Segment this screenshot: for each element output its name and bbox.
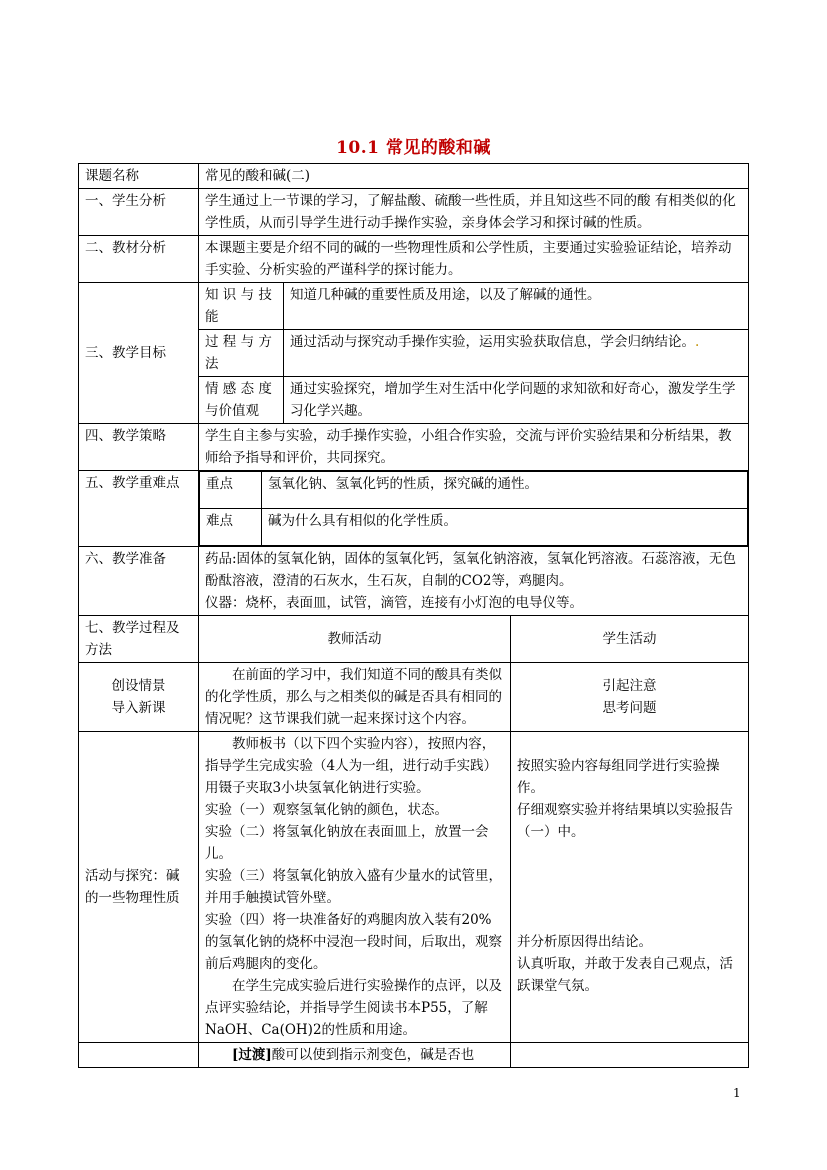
intro-student: [511, 663, 749, 732]
row-strategy: [79, 424, 749, 471]
lesson-plan-table: [78, 163, 749, 1068]
transition-text: 酸可以使到指示剂变色，碱是否也: [271, 1047, 475, 1063]
row-material-analysis: [79, 236, 749, 283]
course-name-label: 课题名称: [79, 164, 199, 189]
explore-student-4: 认真听取，并敢于发表自己观点，活跃课堂气氛。: [517, 956, 733, 994]
intro-label: [79, 663, 199, 732]
teacher-activity-header: 教师活动: [199, 616, 511, 663]
row-key-points: [79, 471, 749, 547]
course-name-value: 常见的酸和碱(二): [199, 164, 749, 189]
explore-teacher: [199, 732, 511, 1043]
goal-process-value: 通过活动与探究动手操作实验，运用实验获取信息，学会归纳结论。: [290, 334, 695, 350]
strategy-label: 四、教学策略: [79, 424, 199, 471]
row-process-header: [79, 616, 749, 663]
key-points-cell: [199, 471, 749, 547]
goal-emotion-key: 情 感 态 度 与价值观: [199, 377, 284, 424]
teaching-goals-label: 三、教学目标: [79, 283, 199, 424]
page-number: 1: [733, 1086, 741, 1100]
explore-student-2: 仔细观察实验并将结果填以实验报告（一）中。: [517, 802, 733, 840]
goal-process-mark: .: [695, 334, 700, 350]
row-preparation: [79, 547, 749, 616]
row-goal-knowledge: [79, 283, 749, 330]
key-points-label: 五、教学重难点: [79, 471, 199, 547]
goal-process-key: 过 程 与 方 法: [199, 330, 284, 377]
experiment-2: 实验（二）将氢氧化钠放在表面皿上，放置一会儿。: [205, 824, 489, 862]
row-explore: [79, 732, 749, 1043]
experiment-4: 实验（四）将一块准备好的鸡腿肉放入装有20%的氢氧化钠的烧杯中浸泡一段时间，后取出，观察前后鸡腿肉的变化。: [205, 912, 502, 972]
row-transition: [79, 1043, 749, 1068]
goal-process-cell: [284, 330, 749, 377]
row-course-name: [79, 164, 749, 189]
explore-teacher-intro: 教师板书（以下四个实验内容），按照内容，指导学生完成实验（4人为一组，进行动手实践）用镊子夹取3小块氢氧化钠进行实验。: [205, 736, 498, 796]
intro-student-line1: 引起注意: [602, 678, 657, 694]
intro-label-line1: 创设情景: [111, 678, 166, 694]
material-analysis-value: 本课题主要是介绍不同的碱的一些物理性质和公学性质，主要通过实验验证结论，培养动手实验、分析实验的严谨科学的探讨能力。: [199, 236, 749, 283]
explore-student-1: 按照实验内容每组同学进行实验操作。: [517, 758, 720, 796]
key-points-table: [199, 471, 748, 546]
transition-label: [79, 1043, 199, 1068]
strategy-value: 学生自主参与实验，动手操作实验，小组合作实验，交流与评价实验结果和分析结果，教师给予指导和评价，共同探究。: [199, 424, 749, 471]
student-activity-header: 学生活动: [511, 616, 749, 663]
key-point-value: 氢氧化钠、氢氧化钙的性质，探究碱的通性。: [262, 472, 748, 509]
student-analysis-value: 学生通过上一节课的学习，了解盐酸、硫酸一些性质，并且知这些不同的酸 有相类似的化学性质，从而引导学生进行动手操作实验，亲身体会学习和探讨碱的性质。: [199, 189, 749, 236]
intro-teacher: 在前面的学习中，我们知道不同的酸具有类似的化学性质，那么与之相类似的碱是否具有相同的情况呢？这节课我们就一起来探讨这个内容。: [199, 663, 511, 732]
difficulty-value: 碱为什么具有相似的化学性质。: [262, 509, 748, 546]
key-point-label: 重点: [200, 472, 262, 509]
student-analysis-label: 一、学生分析: [79, 189, 199, 236]
transition-text-cell: [199, 1043, 511, 1068]
process-label: 七、教学过程及方法: [79, 616, 199, 663]
preparation-instruments: 仪器：烧杯，表面皿，试管，滴管，连接有小灯泡的电导仪等。: [205, 595, 583, 611]
intro-label-line2: 导入新课: [111, 700, 166, 716]
explore-teacher-review: 在学生完成实验后进行实验操作的点评，以及点评实验结论，并指导学生阅读书本P55，了解NaOH、Ca(OH)2的性质和用途。: [205, 978, 502, 1038]
experiment-1: 实验（一）观察氢氧化钠的颜色，状态。: [205, 802, 448, 818]
preparation-chemicals: 药品:固体的氢氧化钠，固体的氢氧化钙，氢氧化钠溶液，氢氧化钙溶液。石蕊溶液，无色酚酞溶液，澄清的石灰水，生石灰，自制的CO2等，鸡腿肉。: [205, 551, 737, 589]
goal-emotion-value: 通过实验探究，增加学生对生活中化学问题的求知欲和好奇心，激发学生学习化学兴趣。: [284, 377, 749, 424]
goal-knowledge-key: 知 识 与 技 能: [199, 283, 284, 330]
difficulty-label: 难点: [200, 509, 262, 546]
experiment-3: 实验（三）将氢氧化钠放入盛有少量水的试管里，并用手触摸试管外壁。: [205, 868, 502, 906]
page-title: 10.1 常见的酸和碱: [336, 138, 491, 158]
transition-student: [511, 1043, 749, 1068]
preparation-label: 六、教学准备: [79, 547, 199, 616]
goal-knowledge-value: 知道几种碱的重要性质及用途，以及了解碱的通性。: [284, 283, 749, 330]
material-analysis-label: 二、教材分析: [79, 236, 199, 283]
row-student-analysis: [79, 189, 749, 236]
explore-student: [511, 732, 749, 1043]
preparation-cell: [199, 547, 749, 616]
explore-student-3: 并分析原因得出结论。: [517, 934, 652, 950]
transition-tag: [过渡]: [232, 1047, 272, 1063]
explore-label: 活动与探究：碱的一些物理性质: [79, 732, 199, 1043]
row-intro: [79, 663, 749, 732]
intro-student-line2: 思考问题: [602, 700, 657, 716]
